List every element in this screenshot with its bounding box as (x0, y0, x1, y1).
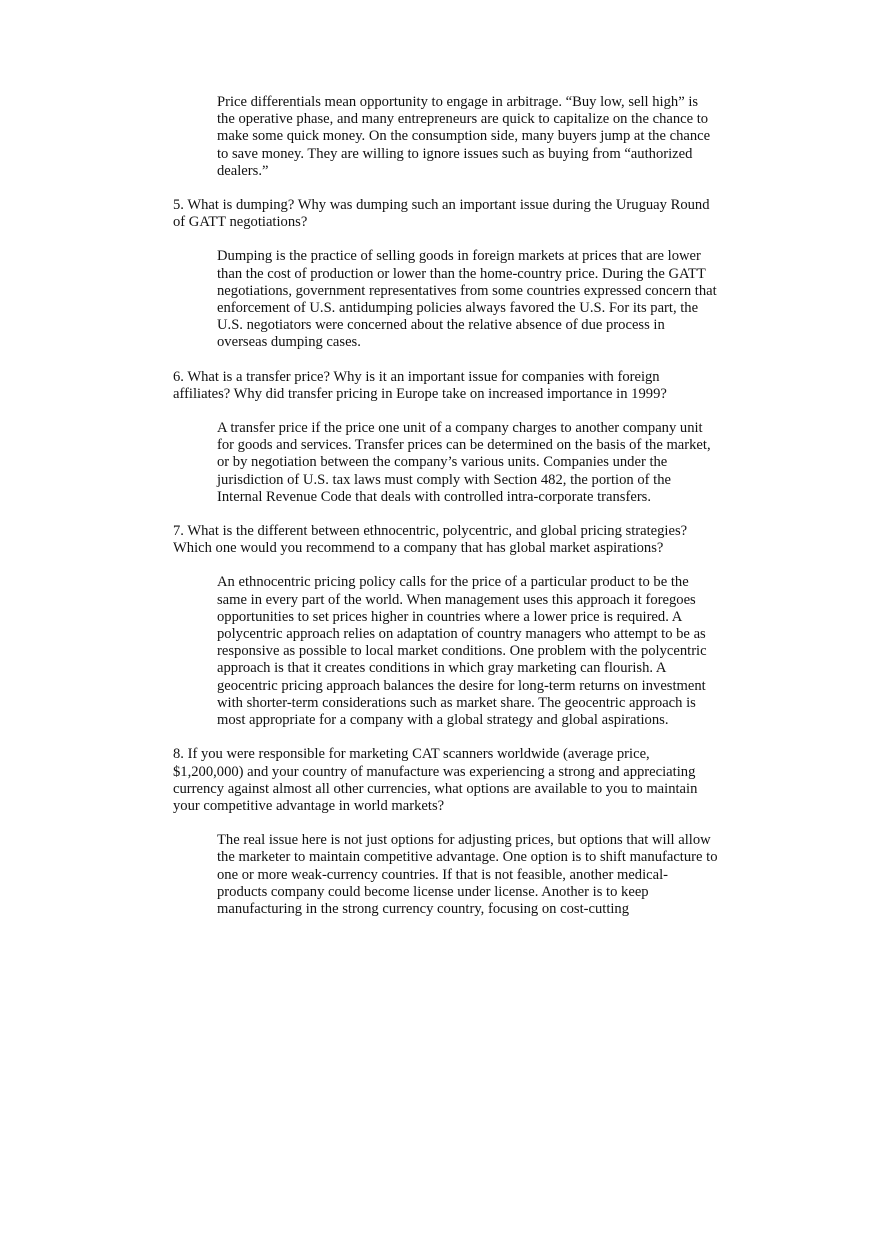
question-8: 8. If you were responsible for marketing CAT scanners worldwide (average price, $1,200,000) and your country of manufacture was experiencing a strong and appreciating currency against almost all other currencies, what options are available to you to maintain your competitive advantage in world markets? (173, 746, 698, 814)
question-7: 7. What is the different between ethnocentric, polycentric, and global pricing strategies? Which one would you recommend to a company that has global market aspirations? (173, 523, 688, 557)
answer-5: Dumping is the practice of selling goods in foreign markets at prices that are lower than the cost of production or lower than the home-country price. During the GATT negotiations, government representatives from some countries expressed concern that enforcement of U.S. antidumping policies always favored the U.S. For its part, the U.S. negotiators were concerned about the relative absence of due process in overseas dumping cases. (217, 248, 717, 351)
spacer (173, 557, 718, 574)
spacer (173, 403, 718, 420)
question-5: 5. What is dumping? Why was dumping such an important issue during the Uruguay Round of GATT negotiations? (173, 197, 710, 231)
intro-answer-paragraph: Price differentials mean opportunity to engage in arbitrage. “Buy low, sell high” is the operative phase, and many entrepreneurs are quick to capitalize on the chance to make some quick money. On the consumption side, many buyers jump at the chance to save money. They are willing to ignore issues such as buying from “authorized dealers.” (217, 94, 711, 179)
spacer (173, 180, 718, 197)
spacer (173, 506, 718, 523)
spacer (173, 815, 718, 832)
answer-7: An ethnocentric pricing policy calls for the price of a particular product to be the same in every part of the world. When management uses this approach it foregoes opportunities to set prices higher in countries where a lower price is required. A polycentric approach relies on adaptation of country managers who attempt to be as responsive as possible to local market conditions. One problem with the polycentric approach is that it creates conditions in which gray marketing can flourish. A geocentric pricing approach balances the desire for long-term returns on investment with shorter-term considerations such as market share. The geocentric approach is most appropriate for a company with a global strategy and global aspirations. (217, 574, 707, 729)
spacer (173, 231, 718, 248)
question-6: 6. What is a transfer price? Why is it an important issue for companies with foreign affiliates? Why did transfer pricing in Europe take on increased importance in 1999? (173, 368, 667, 402)
document-page (173, 94, 718, 918)
answer-6: A transfer price if the price one unit of a company charges to another company unit for goods and services. Transfer prices can be determined on the basis of the market, or by negotiation between the company’s various units. Companies under the jurisdiction of U.S. tax laws must comply with Section 482, the portion of the Internal Revenue Code that deals with controlled intra-corporate transfers. (217, 420, 711, 505)
spacer (173, 729, 718, 746)
answer-8: The real issue here is not just options for adjusting prices, but options that will allow the marketer to maintain competitive advantage. One option is to shift manufacture to one or more weak-currency countries. If that is not feasible, another medical-products company could become license under license. Another is to keep manufacturing in the strong currency country, focusing on cost-cutting (217, 832, 718, 917)
spacer (173, 352, 718, 369)
